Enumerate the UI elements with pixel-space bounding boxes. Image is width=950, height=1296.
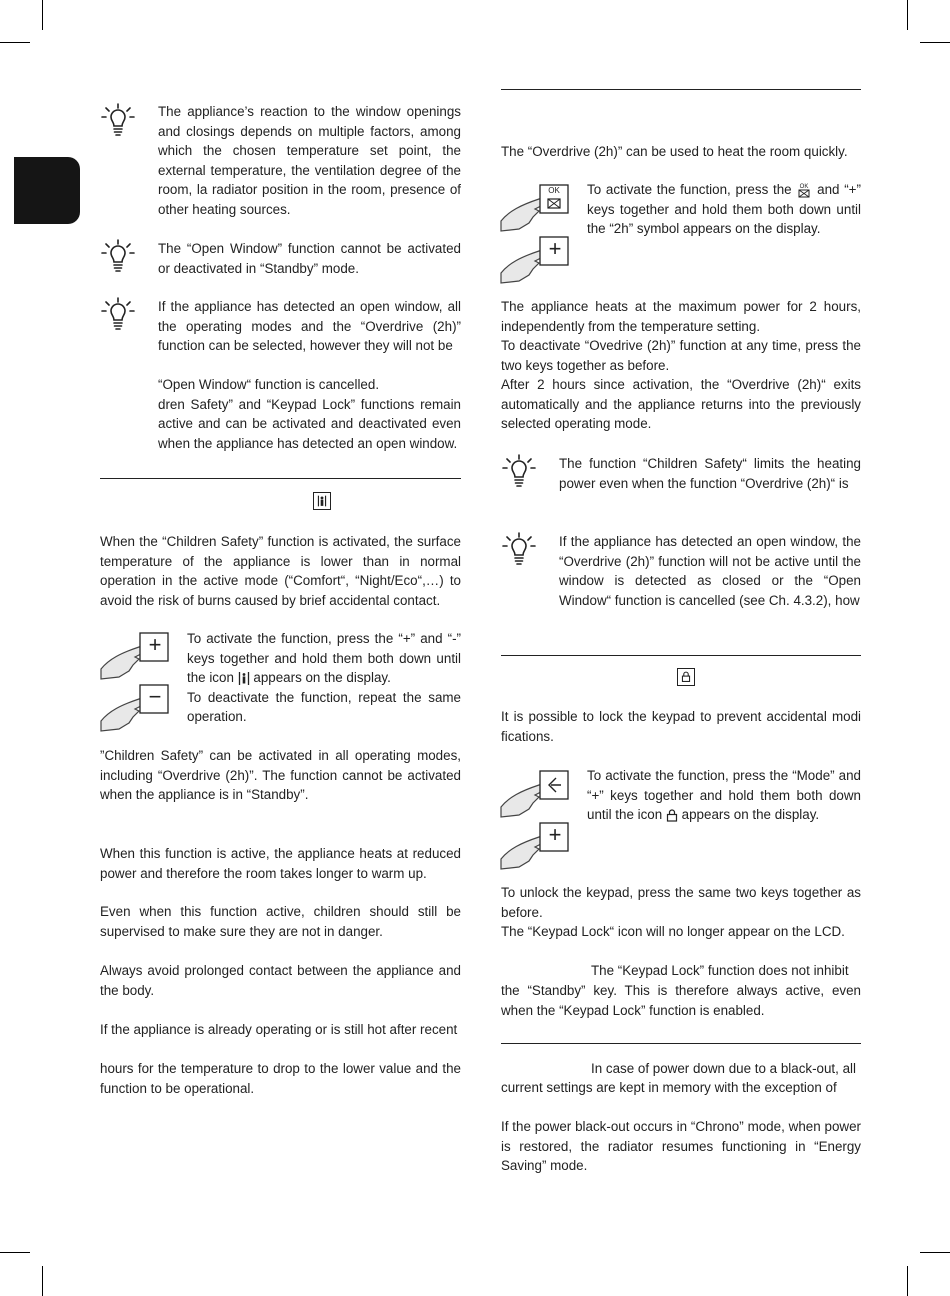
note-open-window-detected: [158, 297, 461, 453]
crop-mark: [0, 42, 30, 43]
no-longer-text: The “Keypad Lock“ icon will no longer appear on the LCD.: [501, 924, 845, 939]
section-divider: [501, 89, 861, 90]
overdrive-details: [501, 297, 861, 434]
lightbulb-icon: [499, 451, 539, 491]
overdrive-activate: [587, 180, 861, 239]
plus-key-label: +: [548, 236, 562, 261]
note-window-reaction: The appliance’s reaction to the window openings and closings depends on multiple factors, among which the chosen temperature set point, the external temperature, the ventilation degree of the room, la radiator position in the room, presence of other heating sources.: [158, 104, 461, 217]
crop-mark: [0, 1252, 30, 1253]
note-paragraph: “Open Window“ function is cancelled.: [158, 377, 380, 392]
ok-key-label: OK: [548, 186, 560, 195]
note-paragraph: dren Safety” and “Keypad Lock” functions remain active and can be activated and deactivated even when the appliance has detected an open window.: [158, 396, 461, 451]
lightbulb-icon: [499, 529, 539, 569]
children-safety-activate: [187, 629, 461, 727]
children-safety-icon: [238, 671, 250, 686]
chapter-tab: [14, 157, 80, 224]
plus-key-label: +: [548, 822, 562, 847]
activate-text: appears on the display.: [681, 807, 820, 822]
activate-text: To activate the function, press the “+” and “-” keys together and hold them both down until the icon: [187, 631, 461, 685]
crop-mark: [907, 0, 908, 30]
note-window-overdrive: If the appliance has detected an open window, the “Overdrive (2h)” function will not be active until the window is detected as closed or the “Open Window“ function is cancelled (see Ch. 4.3.2), how: [559, 534, 861, 608]
chrono-blackout-text: If the power black-out occurs in “Chrono” mode, when power is restored, the radiator resumes functioning in “Energy Saving” mode.: [501, 1119, 861, 1173]
svg-text:OK: OK: [800, 184, 809, 191]
crop-mark: [42, 1266, 43, 1296]
unlock-text: To unlock the keypad, press the same two keys together as before.: [501, 885, 861, 920]
section-divider: [501, 1043, 861, 1044]
note-open-window-standby: The “Open Window” function cannot be activated or deactivated in “Standby” mode.: [158, 241, 461, 276]
section-divider: [501, 655, 861, 656]
note-children-overdrive: The function “Children Safety“ limits the heating power even when the function “Overdrive (2h)“ is: [559, 456, 861, 491]
lightbulb-icon: [98, 236, 138, 276]
crop-mark: [920, 1252, 950, 1253]
hand-pressing-mode-icon: [499, 769, 569, 819]
activate-text: To activate the function, press the “Mode” and “+” keys together and hold them both down until the icon: [587, 768, 861, 822]
deactivate-text: To deactivate the function, repeat the same operation.: [187, 689, 461, 724]
standby-note-rest: the “Standby” key. This is therefore always active, even when the “Keypad Lock” function is enabled.: [501, 983, 861, 1018]
keypad-unlock: [501, 883, 861, 942]
after-text: After 2 hours since activation, the “Overdrive (2h)“ exits automatically and the appliance returns into the previously selected operating mode.: [501, 377, 861, 431]
children-safety-intro: When the “Children Safety” function is activated, the surface temperature of the appliance is lower than in normal operation in the active mode (“Comfort“, “Night/Eco“,…) to avoid the risk of burns caused by brief accidental contact.: [100, 534, 461, 608]
hot-appliance-text: If the appliance is already operating or is still hot after recent: [100, 1022, 458, 1037]
power-down-rest: current settings are kept in memory with the exception of: [501, 1080, 837, 1095]
keypad-lock-activate: [587, 766, 861, 825]
ok-key-icon: [796, 182, 812, 198]
plus-key-label: +: [148, 632, 162, 657]
keypad-lock-intro: It is possible to lock the keypad to prevent accidental modi fications.: [501, 709, 861, 744]
section-divider: [100, 478, 461, 479]
overdrive-intro: The “Overdrive (2h)” can be used to heat the room quickly.: [501, 144, 848, 159]
children-safety-modes: ”Children Safety” can be activated in all operating modes, including “Overdrive (2h)”. The function cannot be activated when the appliance is in “Standby”.: [100, 748, 461, 802]
crop-mark: [42, 0, 43, 30]
note-paragraph: If the appliance has detected an open window, all the operating modes and the “Overdrive (2h)” function can be selected, however they will not be: [158, 299, 461, 353]
children-safety-icon: [313, 492, 331, 510]
crop-mark: [920, 42, 950, 43]
crop-mark: [907, 1266, 908, 1296]
lightbulb-icon: [98, 100, 138, 140]
padlock-icon: [677, 668, 695, 686]
power-down-start: In case of power down due to a black-out, all: [591, 1061, 856, 1076]
supervision-text: Even when this function active, children should still be supervised to make sure they are not in danger.: [100, 904, 461, 939]
deactivate-text: To deactivate “Ovedrive (2h)” function at any time, press the two keys together as before.: [501, 338, 861, 373]
activate-text: and “+” keys together and hold them both down until the “2h” symbol appears on the display.: [587, 182, 861, 236]
lightbulb-icon: [98, 294, 138, 334]
standby-note-start: The “Keypad Lock” function does not inhibit: [591, 963, 849, 978]
activate-text: To activate the function, press the: [587, 182, 792, 197]
max-power-text: The appliance heats at the maximum power for 2 hours, independently from the temperature setting.: [501, 299, 861, 334]
minus-key-label: −: [148, 684, 162, 709]
activate-text: appears on the display.: [253, 670, 391, 685]
padlock-icon: [666, 809, 678, 822]
reduced-power-text: When this function is active, the appliance heats at reduced power and therefore the room takes longer to warm up.: [100, 846, 461, 881]
hours-text: hours for the temperature to drop to the lower value and the function to be operational.: [100, 1061, 461, 1096]
avoid-contact-text: Always avoid prolonged contact between the appliance and the body.: [100, 963, 461, 998]
